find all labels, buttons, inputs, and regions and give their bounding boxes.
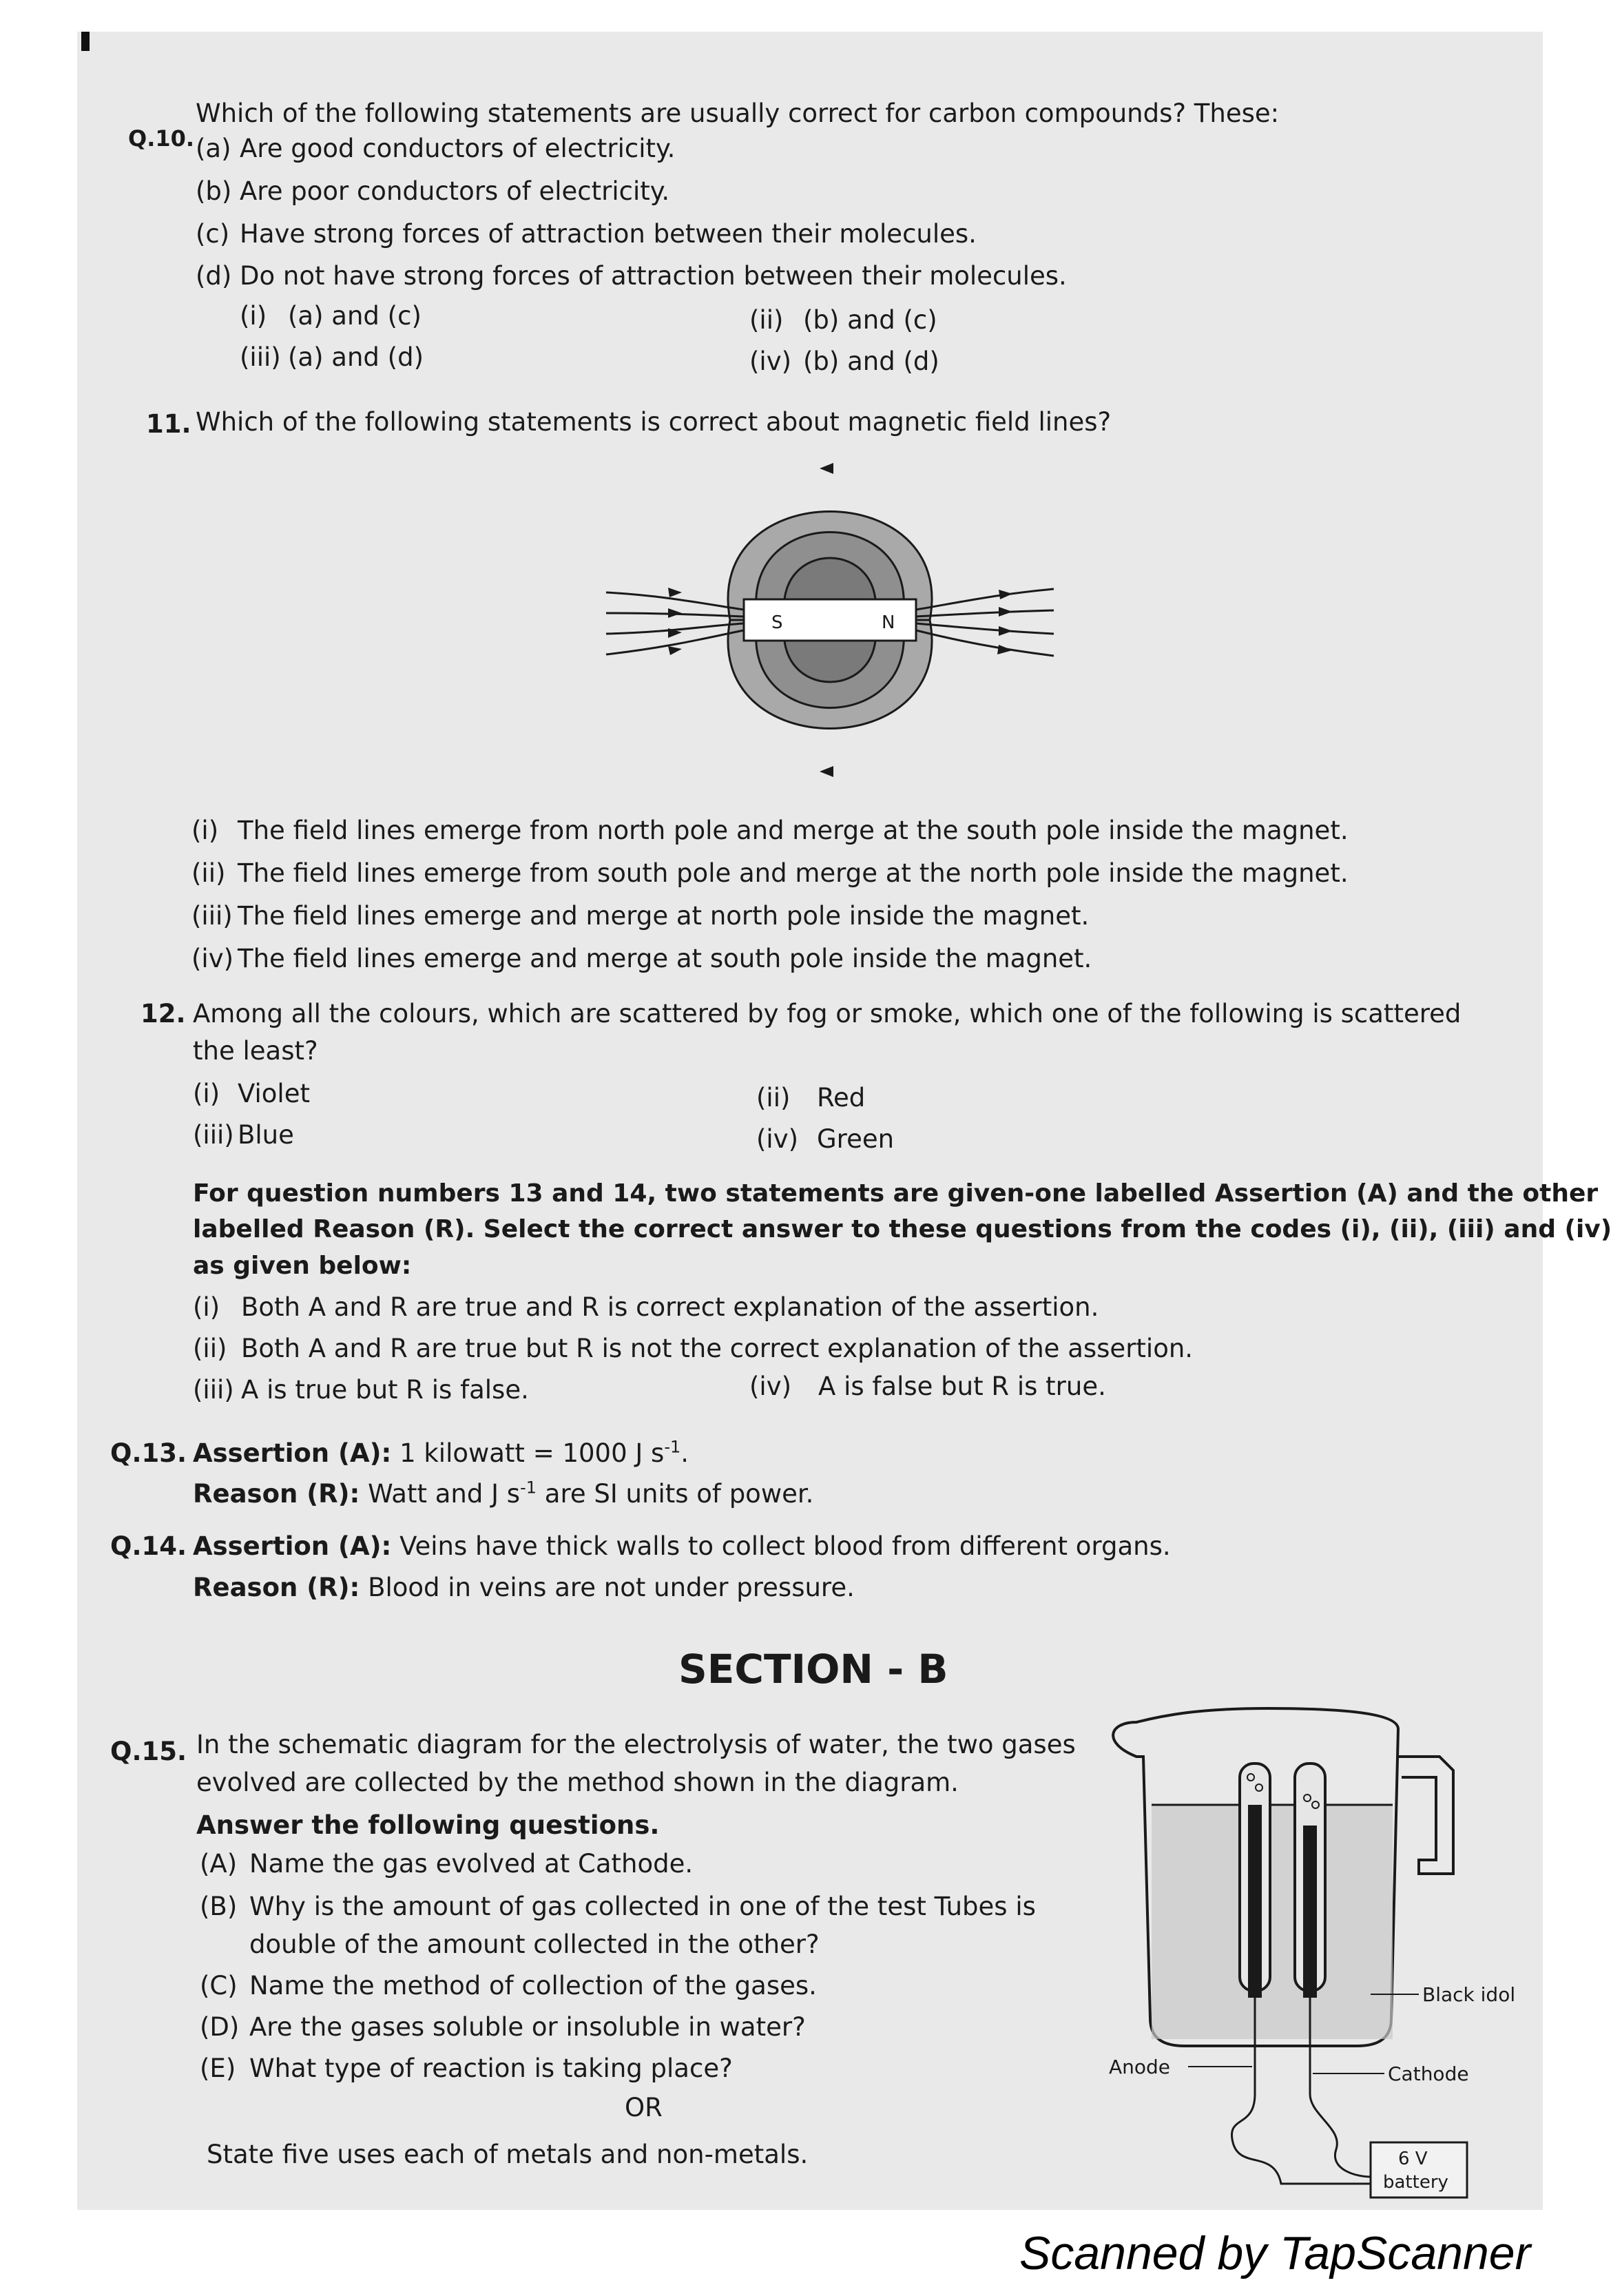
- q10-option-iv: (b) and (d): [803, 347, 939, 376]
- water: [1152, 1805, 1393, 2039]
- scan-corner-mark: [81, 32, 90, 51]
- q12-option-iv-label: (iv): [756, 1124, 799, 1154]
- q15-part-b-label: (B): [200, 1892, 238, 1921]
- q15-part-a-label: (A): [200, 1849, 238, 1879]
- q13-reason-text-b: are SI units of power.: [537, 1479, 814, 1509]
- q15-part-b: Why is the amount of gas collected in one of the test Tubes is: [249, 1892, 1036, 1921]
- arrow-head: [820, 463, 833, 474]
- code-iii: A is true but R is false.: [241, 1375, 529, 1405]
- q10-option-ii-label: (ii): [749, 305, 784, 335]
- q10-statement-c: Have strong forces of attraction between their molecules.: [240, 219, 977, 249]
- q10-question: Which of the following statements are usually correct for carbon compounds? These:: [196, 99, 1280, 128]
- q13-assertion-end: .: [680, 1438, 689, 1468]
- q15-line1: In the schematic diagram for the electrolysis of water, the two gases: [196, 1730, 1076, 1759]
- q10-option-iv-label: (iv): [749, 347, 792, 376]
- q15-line2: evolved are collected by the method shown in the diagram.: [196, 1768, 959, 1797]
- q15-alternative: State five uses each of metals and non-metals.: [207, 2140, 809, 2169]
- anode-label: Anode: [1109, 2056, 1171, 2078]
- q15-part-c: Name the method of collection of the gases.: [249, 1971, 817, 2000]
- q12-option-iii-label: (iii): [193, 1120, 234, 1150]
- q13-assertion: [193, 1438, 689, 1469]
- q11-question: Which of the following statements is correct about magnetic field lines?: [196, 407, 1112, 437]
- arrow-head: [999, 607, 1012, 617]
- q11-option-iii: The field lines emerge and merge at north pole inside the magnet.: [238, 901, 1090, 931]
- q10-number: Q.10.: [128, 125, 195, 152]
- q15-part-d-label: (D): [200, 2012, 240, 2042]
- q11-option-ii-label: (ii): [191, 858, 226, 888]
- q15-part-d: Are the gases soluble or insoluble in water?: [249, 2012, 806, 2042]
- q10-option-i: (a) and (c): [288, 301, 422, 331]
- q12-question-line2: the least?: [193, 1036, 318, 1066]
- arrow-head: [820, 766, 833, 777]
- q11-option-i: The field lines emerge from north pole and merge at the south pole inside the magnet.: [238, 816, 1349, 845]
- q14-reason-label: Reason (R):: [193, 1573, 360, 1602]
- q10-statement-d-label: (d): [196, 261, 232, 291]
- q12-option-i: Violet: [238, 1079, 310, 1108]
- q13-reason: [193, 1478, 813, 1510]
- q14-assertion-label: Assertion (A):: [193, 1531, 392, 1561]
- q14-assertion: [193, 1531, 1171, 1562]
- q15-part-a: Name the gas evolved at Cathode.: [249, 1849, 694, 1879]
- scanner-watermark: Scanned by TapScanner: [1019, 2227, 1531, 2279]
- field-line-right-4: [916, 630, 1054, 656]
- q15-number: Q.15.: [110, 1737, 187, 1766]
- q11-option-iv: The field lines emerge and merge at south pole inside the magnet.: [238, 944, 1092, 973]
- q15-or: OR: [625, 2093, 663, 2122]
- arrow-head: [999, 590, 1012, 599]
- q12-option-ii: Red: [817, 1083, 866, 1113]
- assertion-intro-line3: as given below:: [193, 1252, 412, 1280]
- q12-option-iv: Green: [817, 1124, 895, 1154]
- arrow-head: [997, 645, 1012, 654]
- field-line-right-1: [916, 589, 1054, 610]
- magnet-south-label: S: [771, 612, 783, 633]
- field-line-right-2: [916, 610, 1054, 617]
- q13-assertion-text: 1 kilowatt = 1000 J s: [399, 1438, 665, 1468]
- q11-option-iii-label: (iii): [191, 901, 233, 931]
- q13-number: Q.13.: [110, 1438, 187, 1468]
- q15-answer-heading: Answer the following questions.: [196, 1810, 660, 1840]
- q12-option-ii-label: (ii): [756, 1083, 791, 1113]
- q10-statement-b-label: (b): [196, 176, 232, 206]
- q14-assertion-text: Veins have thick walls to collect blood from different organs.: [399, 1531, 1171, 1561]
- q10-statement-b: Are poor conductors of electricity.: [240, 176, 670, 206]
- code-iv: A is false but R is true.: [818, 1372, 1106, 1401]
- electrode-right: [1303, 1826, 1317, 1998]
- q15-part-b-cont: double of the amount collected in the other?: [249, 1930, 820, 1959]
- section-b-title: SECTION - B: [678, 1646, 948, 1693]
- arrow-head: [668, 646, 682, 655]
- q14-number: Q.14.: [110, 1531, 187, 1561]
- code-i: Both A and R are true and R is correct explanation of the assertion.: [241, 1292, 1099, 1322]
- electrode-left: [1248, 1805, 1262, 1998]
- q13-reason-sup: -1: [520, 1478, 537, 1498]
- q15-part-e-label: (E): [200, 2054, 236, 2083]
- q10-statement-a: Are good conductors of electricity.: [240, 134, 676, 163]
- code-ii: Both A and R are true but R is not the correct explanation of the assertion.: [241, 1334, 1194, 1363]
- q10-option-iii: (a) and (d): [288, 342, 424, 372]
- q12-question-line1: Among all the colours, which are scattered by fog or smoke, which one of the following is scattered: [193, 999, 1462, 1028]
- electrolysis-diagram: [1095, 1702, 1536, 2204]
- code-iv-label: (iv): [749, 1372, 792, 1401]
- q12-number: 12.: [141, 999, 186, 1028]
- code-i-label: (i): [193, 1292, 220, 1322]
- q10-option-i-label: (i): [240, 301, 267, 331]
- black-idol-label: Black idol: [1422, 1983, 1516, 2006]
- q15-part-e: What type of reaction is taking place?: [249, 2054, 733, 2083]
- arrow-head: [668, 588, 682, 597]
- q10-statement-d: Do not have strong forces of attraction between their molecules.: [240, 261, 1067, 291]
- field-line-right-3: [916, 623, 1054, 634]
- q13-assertion-sup: -1: [664, 1437, 681, 1457]
- q13-reason-text-a: Watt and J s: [368, 1479, 521, 1509]
- battery-label: battery: [1383, 2172, 1448, 2193]
- assertion-intro-line1: For question numbers 13 and 14, two statements are given-one labelled Assertion (A) and the other: [193, 1179, 1599, 1208]
- q10-statement-a-label: (a): [196, 134, 231, 163]
- battery-voltage: 6 V: [1398, 2149, 1428, 2169]
- q12-option-iii: Blue: [238, 1120, 294, 1150]
- beaker-handle: [1398, 1757, 1453, 1874]
- magnetic-field-diagram: [599, 448, 1061, 792]
- q10-option-iii-label: (iii): [240, 342, 281, 372]
- q13-reason-label: Reason (R):: [193, 1479, 360, 1509]
- code-ii-label: (ii): [193, 1334, 227, 1363]
- magnet-north-label: N: [882, 612, 895, 633]
- q11-option-iv-label: (iv): [191, 944, 234, 973]
- arrow-head: [999, 626, 1012, 636]
- q11-option-ii: The field lines emerge from south pole and merge at the north pole inside the magnet.: [238, 858, 1349, 888]
- q12-option-i-label: (i): [193, 1079, 220, 1108]
- q13-assertion-label: Assertion (A):: [193, 1438, 392, 1468]
- arrow-head: [668, 608, 682, 618]
- q15-part-c-label: (C): [200, 1971, 238, 2000]
- q11-number: 11.: [146, 409, 191, 439]
- cathode-label: Cathode: [1388, 2062, 1469, 2085]
- q14-reason-text: Blood in veins are not under pressure.: [368, 1573, 855, 1602]
- q10-statement-c-label: (c): [196, 219, 230, 249]
- code-iii-label: (iii): [193, 1375, 234, 1405]
- assertion-intro-line2: labelled Reason (R). Select the correct answer to these questions from the codes (i), (ii), (iii) and (iv): [193, 1215, 1612, 1243]
- q11-option-i-label: (i): [191, 816, 219, 845]
- q14-reason: [193, 1572, 855, 1604]
- q10-option-ii: (b) and (c): [803, 305, 937, 335]
